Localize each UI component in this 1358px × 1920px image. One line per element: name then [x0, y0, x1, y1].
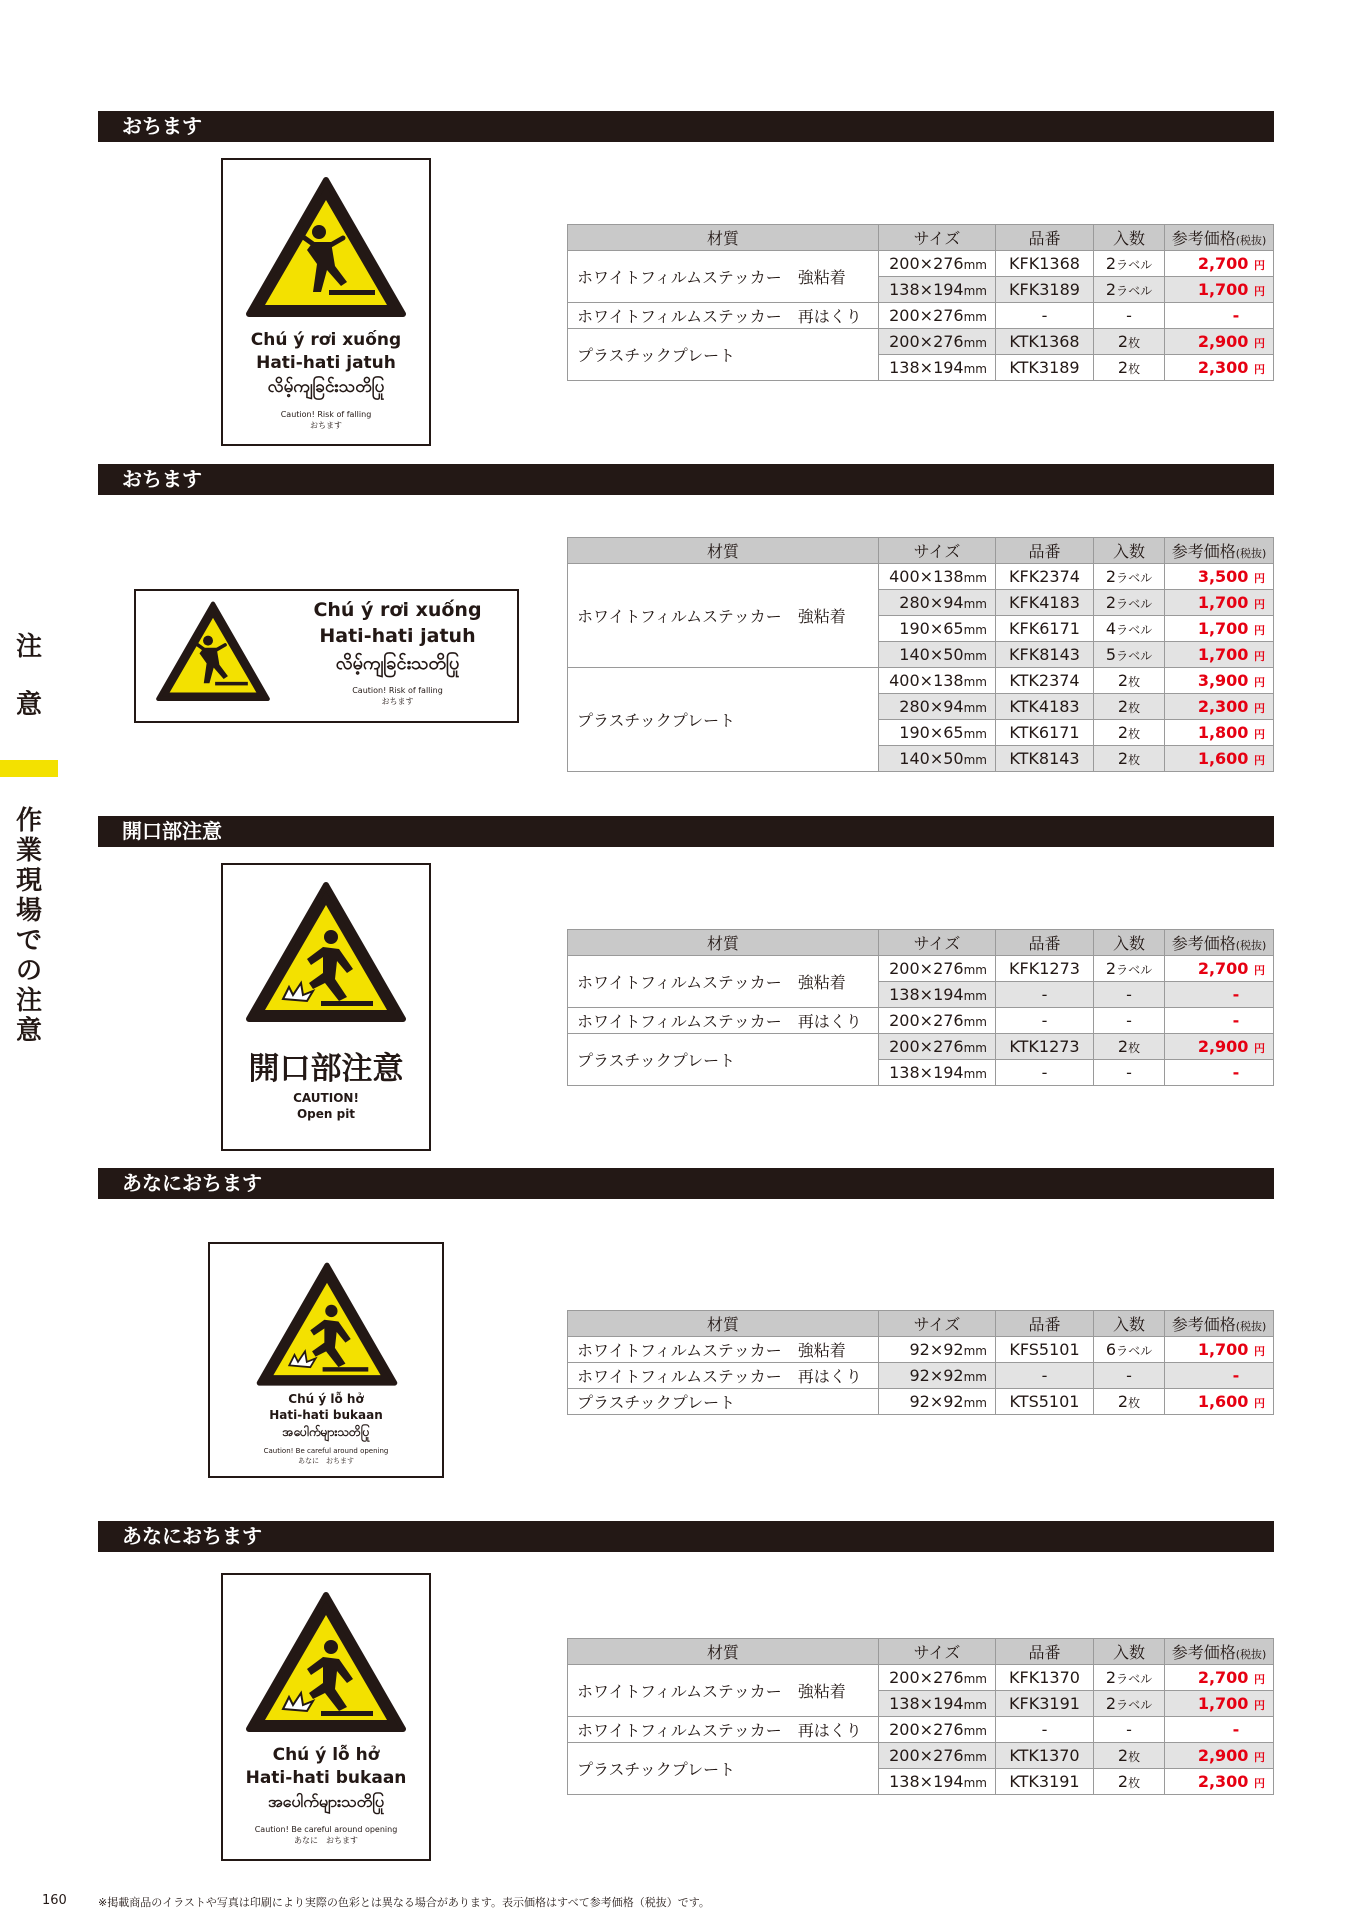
cell-price: - [1165, 1008, 1274, 1034]
size-unit: mm [963, 310, 987, 324]
header-size: サイズ [879, 1311, 996, 1337]
open-pit-warning-icon [243, 879, 409, 1027]
cell-qty: 2枚 [1094, 746, 1165, 772]
header-material: 材質 [568, 225, 879, 251]
side-tab-main [0, 632, 58, 720]
cell-size: 200×276mm [879, 1743, 996, 1769]
table-row [568, 1665, 1274, 1691]
sign-text-vietnamese: Chú ý lỗ hở [272, 1745, 380, 1765]
side-tab-sub-char: の [15, 956, 42, 986]
yen-unit: 円 [1254, 676, 1265, 689]
cell-size: 200×276mm [879, 303, 996, 329]
yen-unit: 円 [1254, 1673, 1265, 1686]
yen-unit: 円 [1254, 1777, 1265, 1790]
cell-code: - [996, 1363, 1094, 1389]
header-material: 材質 [568, 930, 879, 956]
cell-size: 280×94mm [879, 590, 996, 616]
size-unit: mm [963, 727, 987, 741]
cell-size: 200×276mm [879, 1034, 996, 1060]
cell-material: プラスチックプレート [568, 1743, 879, 1795]
sign-text-vietnamese: Chú ý rơi xuống [250, 330, 402, 350]
size-unit: mm [963, 1015, 987, 1029]
header-material: 材質 [568, 1639, 879, 1665]
yen-unit: 円 [1254, 572, 1265, 585]
product-sign [208, 1242, 444, 1478]
cell-code: KFK1370 [996, 1665, 1094, 1691]
cell-material: ホワイトフィルムステッカー 再はくり [568, 1717, 879, 1743]
size-unit: mm [963, 1370, 987, 1384]
cell-size: 400×138mm [879, 668, 996, 694]
cell-code: KFK6171 [996, 616, 1094, 642]
cell-price: 1,600 円 [1165, 1389, 1274, 1415]
qty-unit: 枚 [1128, 1041, 1141, 1055]
table-row [568, 1363, 1274, 1389]
cell-code: KTK3189 [996, 355, 1094, 381]
cell-qty: - [1094, 1008, 1165, 1034]
cell-code: KTK3191 [996, 1769, 1094, 1795]
section-title-bar [98, 464, 1274, 495]
cell-code: KTK1370 [996, 1743, 1094, 1769]
cell-price: 2,300 円 [1165, 694, 1274, 720]
qty-unit: 枚 [1128, 362, 1141, 376]
size-unit: mm [963, 1396, 987, 1410]
size-unit: mm [963, 336, 987, 350]
cell-code: KFK3189 [996, 277, 1094, 303]
cell-code: KTK1368 [996, 329, 1094, 355]
table-header-row [568, 538, 1274, 564]
header-size: サイズ [879, 225, 996, 251]
section-title-bar [98, 111, 1274, 142]
side-tab-sub [0, 806, 58, 1046]
qty-unit: ラベル [1116, 597, 1153, 611]
cell-size: 138×194mm [879, 277, 996, 303]
header-code: 品番 [996, 930, 1094, 956]
section-title: 開口部注意 [122, 819, 222, 843]
size-unit: mm [963, 701, 987, 715]
cell-price: 2,300 円 [1165, 1769, 1274, 1795]
cell-qty: - [1094, 982, 1165, 1008]
cell-size: 200×276mm [879, 1008, 996, 1034]
cell-material: ホワイトフィルムステッカー 再はくり [568, 1008, 879, 1034]
cell-code: - [996, 1008, 1094, 1034]
cell-price: 1,800 円 [1165, 720, 1274, 746]
yen-unit: 円 [1254, 337, 1265, 350]
cell-material: プラスチックプレート [568, 1034, 879, 1086]
size-unit: mm [963, 597, 987, 611]
yen-unit: 円 [1254, 1751, 1265, 1764]
qty-unit: 枚 [1128, 336, 1141, 350]
yen-unit: 円 [1254, 1699, 1265, 1712]
cell-code: - [996, 303, 1094, 329]
header-material: 材質 [568, 538, 879, 564]
cell-code: - [996, 982, 1094, 1008]
sign-text-vietnamese: Chú ý lỗ hở [288, 1392, 364, 1406]
sign-text-indonesian: Hati-hati jatuh [256, 353, 396, 373]
yen-unit: 円 [1254, 650, 1265, 663]
size-unit: mm [963, 1750, 987, 1764]
yen-unit: 円 [1254, 598, 1265, 611]
cell-size: 400×138mm [879, 564, 996, 590]
product-sign [221, 158, 431, 446]
header-price: 参考価格(税抜) [1165, 1639, 1274, 1665]
cell-qty: - [1094, 303, 1165, 329]
size-unit: mm [963, 1672, 987, 1686]
cell-code: KTS5101 [996, 1389, 1094, 1415]
sign-text-myanmar: အပေါက်များသတိပြု [267, 1792, 385, 1811]
sign-text-indonesian: Hati-hati jatuh [319, 625, 476, 647]
cell-size: 138×194mm [879, 1691, 996, 1717]
cell-material: プラスチックプレート [568, 668, 879, 772]
header-qty: 入数 [1094, 1311, 1165, 1337]
yen-unit: 円 [1254, 363, 1265, 376]
sign-caption-japanese: おちます [310, 421, 342, 430]
cell-price: - [1165, 1060, 1274, 1086]
falling-person-warning-icon [154, 599, 272, 705]
cell-price: 2,700 円 [1165, 956, 1274, 982]
qty-unit: 枚 [1128, 675, 1141, 689]
cell-price: 2,700 円 [1165, 251, 1274, 277]
section-title: おちます [122, 467, 202, 491]
cell-code: - [996, 1060, 1094, 1086]
cell-price: 2,300 円 [1165, 355, 1274, 381]
cell-material: ホワイトフィルムステッカー 再はくり [568, 303, 879, 329]
cell-price: 1,700 円 [1165, 1337, 1274, 1363]
qty-unit: ラベル [1116, 1344, 1153, 1358]
size-unit: mm [963, 362, 987, 376]
cell-qty: 2ラベル [1094, 251, 1165, 277]
header-size: サイズ [879, 538, 996, 564]
cell-qty: 2ラベル [1094, 956, 1165, 982]
cell-size: 140×50mm [879, 642, 996, 668]
header-material: 材質 [568, 1311, 879, 1337]
qty-unit: ラベル [1116, 623, 1153, 637]
cell-size: 92×92mm [879, 1337, 996, 1363]
sign-text-myanmar: လိမ့်ကျခြင်းသတိပြု [267, 377, 385, 397]
sign-caption-caution: CAUTION! [293, 1091, 359, 1105]
cell-code: KTK1273 [996, 1034, 1094, 1060]
header-price-note: (税抜) [1235, 1320, 1267, 1333]
table-row [568, 1337, 1274, 1363]
spec-table [567, 1638, 1274, 1795]
qty-unit: ラベル [1116, 963, 1153, 977]
side-tab-sub-char: 意 [15, 1016, 42, 1046]
cell-size: 138×194mm [879, 355, 996, 381]
table-row [568, 1008, 1274, 1034]
cell-material: ホワイトフィルムステッカー 強粘着 [568, 956, 879, 1008]
sign-text-myanmar: လိမ့်ကျခြင်းသတိပြု [335, 653, 460, 674]
section-title: あなにおちます [122, 1524, 262, 1548]
size-unit: mm [963, 1776, 987, 1790]
cell-price: 2,900 円 [1165, 1034, 1274, 1060]
sign-text-indonesian: Hati-hati bukaan [245, 1768, 407, 1788]
size-unit: mm [963, 1698, 987, 1712]
cell-qty: 2枚 [1094, 668, 1165, 694]
cell-size: 138×194mm [879, 1060, 996, 1086]
header-code: 品番 [996, 1311, 1094, 1337]
cell-qty: 6ラベル [1094, 1337, 1165, 1363]
cell-qty: 2枚 [1094, 1389, 1165, 1415]
size-unit: mm [963, 623, 987, 637]
cell-price: 2,700 円 [1165, 1665, 1274, 1691]
cell-qty: 2ラベル [1094, 1691, 1165, 1717]
cell-price: 2,900 円 [1165, 1743, 1274, 1769]
size-unit: mm [963, 1067, 987, 1081]
cell-price: 1,700 円 [1165, 590, 1274, 616]
cell-qty: 4ラベル [1094, 616, 1165, 642]
section-title: あなにおちます [122, 1171, 262, 1195]
cell-size: 280×94mm [879, 694, 996, 720]
table-row [568, 1717, 1274, 1743]
table-row [568, 329, 1274, 355]
cell-size: 200×276mm [879, 251, 996, 277]
table-row [568, 564, 1274, 590]
side-tab-sub-char: 現 [15, 866, 42, 896]
header-price: 参考価格(税抜) [1165, 225, 1274, 251]
cell-code: KFS5101 [996, 1337, 1094, 1363]
header-price-note: (税抜) [1235, 939, 1267, 952]
cell-price: 3,900 円 [1165, 668, 1274, 694]
cell-material: プラスチックプレート [568, 1389, 879, 1415]
product-sign [221, 863, 431, 1151]
cell-size: 200×276mm [879, 956, 996, 982]
header-code: 品番 [996, 538, 1094, 564]
cell-size: 190×65mm [879, 616, 996, 642]
size-unit: mm [963, 284, 987, 298]
yen-unit: 円 [1254, 1345, 1265, 1358]
cell-code: KFK8143 [996, 642, 1094, 668]
cell-material: ホワイトフィルムステッカー 強粘着 [568, 564, 879, 668]
table-row [568, 668, 1274, 694]
yen-unit: 円 [1254, 1042, 1265, 1055]
cell-price: 1,700 円 [1165, 642, 1274, 668]
side-tab-main-char: 注 [15, 632, 42, 662]
side-tab-sub-char: 注 [15, 986, 42, 1016]
table-row [568, 1034, 1274, 1060]
size-unit: mm [963, 1344, 987, 1358]
product-sign [221, 1573, 431, 1861]
cell-price: - [1165, 1717, 1274, 1743]
header-size: サイズ [879, 930, 996, 956]
size-unit: mm [963, 675, 987, 689]
side-tab-sub-char: 場 [15, 896, 42, 926]
sign-text-myanmar: အပေါက်များသတိပြု [282, 1425, 370, 1439]
size-unit: mm [963, 571, 987, 585]
sign-caption-open-pit: Open pit [296, 1107, 356, 1121]
size-unit: mm [963, 963, 987, 977]
cell-price: 3,500 円 [1165, 564, 1274, 590]
spec-table [567, 537, 1274, 772]
size-unit: mm [963, 1041, 987, 1055]
spec-table [567, 1310, 1274, 1415]
yen-unit: 円 [1254, 1397, 1265, 1410]
cell-size: 138×194mm [879, 1769, 996, 1795]
cell-qty: - [1094, 1060, 1165, 1086]
section-title-bar [98, 1521, 1274, 1552]
yen-unit: 円 [1254, 728, 1265, 741]
sign-text-japanese: 開口部注意 [248, 1051, 404, 1087]
cell-size: 200×276mm [879, 1665, 996, 1691]
size-unit: mm [963, 649, 987, 663]
cell-price: 2,900 円 [1165, 329, 1274, 355]
cell-price: 1,700 円 [1165, 616, 1274, 642]
spec-table [567, 224, 1274, 381]
table-header-row [568, 225, 1274, 251]
sign-caption-english: Caution! Risk of falling [352, 686, 443, 695]
header-qty: 入数 [1094, 930, 1165, 956]
sign-caption-japanese: おちます [381, 697, 414, 706]
table-header-row [568, 930, 1274, 956]
qty-unit: ラベル [1116, 1672, 1153, 1686]
qty-unit: 枚 [1128, 753, 1141, 767]
side-tab-marker [0, 760, 58, 777]
qty-unit: ラベル [1116, 649, 1153, 663]
product-sign [134, 589, 519, 723]
qty-unit: 枚 [1128, 727, 1141, 741]
qty-unit: ラベル [1116, 284, 1153, 298]
cell-size: 138×194mm [879, 982, 996, 1008]
qty-unit: 枚 [1128, 1776, 1141, 1790]
cell-qty: 2ラベル [1094, 277, 1165, 303]
size-unit: mm [963, 753, 987, 767]
cell-material: プラスチックプレート [568, 329, 879, 381]
cell-qty: 2ラベル [1094, 590, 1165, 616]
yen-unit: 円 [1254, 754, 1265, 767]
table-row [568, 251, 1274, 277]
cell-price: 1,600 円 [1165, 746, 1274, 772]
cell-qty: - [1094, 1717, 1165, 1743]
cell-price: - [1165, 1363, 1274, 1389]
side-tab-sub-char: で [15, 926, 42, 956]
cell-qty: 2枚 [1094, 720, 1165, 746]
qty-unit: 枚 [1128, 1750, 1141, 1764]
header-price-note: (税抜) [1235, 234, 1267, 247]
cell-code: KFK3191 [996, 1691, 1094, 1717]
cell-size: 140×50mm [879, 746, 996, 772]
cell-material: ホワイトフィルムステッカー 強粘着 [568, 1337, 879, 1363]
table-row [568, 1389, 1274, 1415]
cell-qty: 2枚 [1094, 1034, 1165, 1060]
sign-caption-english: Caution! Be careful around opening [263, 1447, 389, 1455]
qty-unit: 枚 [1128, 1396, 1141, 1410]
sign-caption-japanese: あなに おちます [294, 1836, 358, 1845]
header-qty: 入数 [1094, 225, 1165, 251]
yen-unit: 円 [1254, 702, 1265, 715]
header-qty: 入数 [1094, 538, 1165, 564]
sign-caption-english: Caution! Be careful around opening [254, 1825, 398, 1834]
cell-code: KFK4183 [996, 590, 1094, 616]
table-row [568, 956, 1274, 982]
size-unit: mm [963, 1724, 987, 1738]
sign-text-vietnamese: Chú ý rơi xuống [313, 599, 482, 621]
sign-caption-english: Caution! Risk of falling [280, 410, 372, 419]
section-title: おちます [122, 114, 202, 138]
header-price: 参考価格(税抜) [1165, 1311, 1274, 1337]
cell-code: - [996, 1717, 1094, 1743]
cell-code: KFK1273 [996, 956, 1094, 982]
cell-qty: 2枚 [1094, 1743, 1165, 1769]
open-pit-warning-icon [254, 1260, 400, 1390]
sign-text-indonesian: Hati-hati bukaan [269, 1408, 383, 1422]
sign-caption-japanese: あなに おちます [298, 1457, 354, 1465]
yen-unit: 円 [1254, 624, 1265, 637]
falling-person-warning-icon [243, 174, 409, 322]
cell-qty: 2枚 [1094, 1769, 1165, 1795]
header-size: サイズ [879, 1639, 996, 1665]
cell-size: 92×92mm [879, 1389, 996, 1415]
cell-code: KTK6171 [996, 720, 1094, 746]
cell-size: 190×65mm [879, 720, 996, 746]
cell-qty: 2枚 [1094, 355, 1165, 381]
footnote: ※掲載商品のイラストや写真は印刷により実際の色彩とは異なる場合があります。表示価格はすべて参考価格（税抜）です。 [98, 1896, 710, 1909]
header-price-note: (税抜) [1235, 1648, 1267, 1661]
section-title-bar [98, 1168, 1274, 1199]
cell-qty: 2ラベル [1094, 564, 1165, 590]
section-title-bar [98, 816, 1274, 847]
side-tab-main-char: 意 [15, 690, 42, 720]
header-price-note: (税抜) [1235, 547, 1267, 560]
yen-unit: 円 [1254, 285, 1265, 298]
page-number: 160 [42, 1893, 67, 1908]
yen-unit: 円 [1254, 964, 1265, 977]
qty-unit: ラベル [1116, 258, 1153, 272]
header-code: 品番 [996, 1639, 1094, 1665]
yen-unit: 円 [1254, 259, 1265, 272]
qty-unit: ラベル [1116, 571, 1153, 585]
spec-table [567, 929, 1274, 1086]
cell-qty: - [1094, 1363, 1165, 1389]
qty-unit: 枚 [1128, 701, 1141, 715]
cell-size: 200×276mm [879, 1717, 996, 1743]
cell-code: KTK4183 [996, 694, 1094, 720]
header-price: 参考価格(税抜) [1165, 930, 1274, 956]
cell-code: KTK2374 [996, 668, 1094, 694]
cell-material: ホワイトフィルムステッカー 強粘着 [568, 251, 879, 303]
side-tab-sub-char: 作 [15, 806, 42, 836]
cell-code: KFK2374 [996, 564, 1094, 590]
table-header-row [568, 1311, 1274, 1337]
cell-qty: 2枚 [1094, 329, 1165, 355]
cell-material: ホワイトフィルムステッカー 再はくり [568, 1363, 879, 1389]
cell-price: - [1165, 303, 1274, 329]
header-qty: 入数 [1094, 1639, 1165, 1665]
table-row [568, 1743, 1274, 1769]
side-tab-sub-char: 業 [15, 836, 42, 866]
cell-qty: 5ラベル [1094, 642, 1165, 668]
cell-qty: 2ラベル [1094, 1665, 1165, 1691]
table-row [568, 303, 1274, 329]
cell-size: 92×92mm [879, 1363, 996, 1389]
cell-code: KFK1368 [996, 251, 1094, 277]
cell-code: KTK8143 [996, 746, 1094, 772]
size-unit: mm [963, 258, 987, 272]
size-unit: mm [963, 989, 987, 1003]
table-header-row [568, 1639, 1274, 1665]
cell-qty: 2枚 [1094, 694, 1165, 720]
header-price: 参考価格(税抜) [1165, 538, 1274, 564]
header-code: 品番 [996, 225, 1094, 251]
cell-size: 200×276mm [879, 329, 996, 355]
cell-material: ホワイトフィルムステッカー 強粘着 [568, 1665, 879, 1717]
cell-price: - [1165, 982, 1274, 1008]
open-pit-warning-icon [243, 1589, 409, 1737]
cell-price: 1,700 円 [1165, 1691, 1274, 1717]
qty-unit: ラベル [1116, 1698, 1153, 1712]
cell-price: 1,700 円 [1165, 277, 1274, 303]
